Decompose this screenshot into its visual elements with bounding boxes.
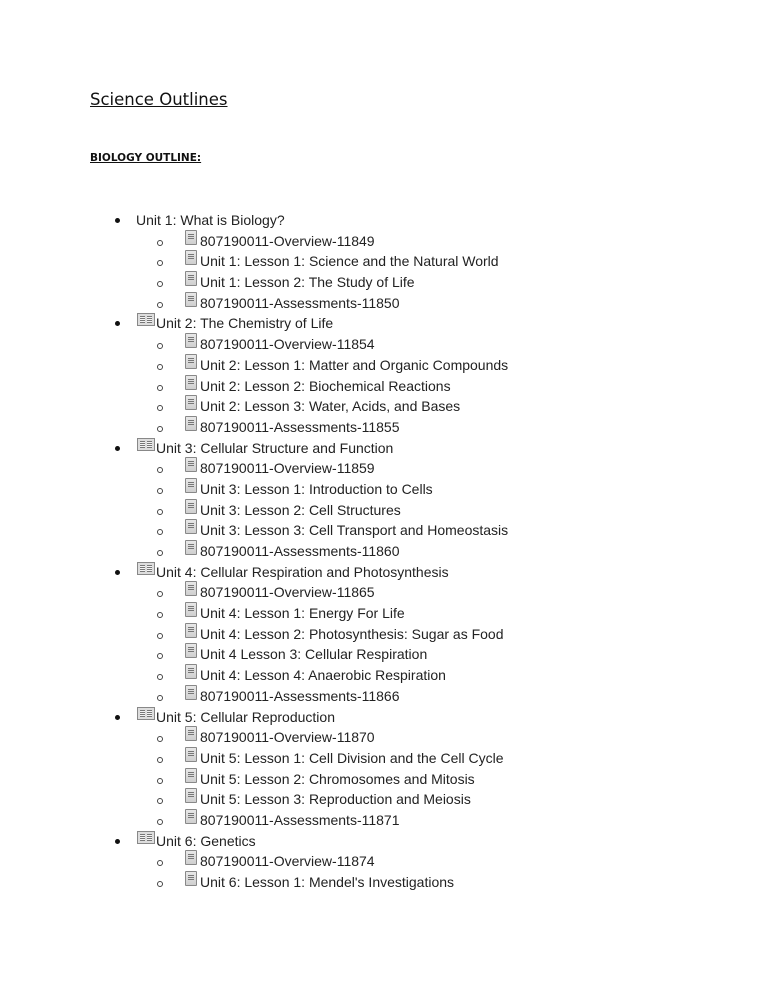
document-icon	[185, 768, 197, 783]
outline-sub-item[interactable]	[0, 500, 768, 521]
sub-item-label[interactable]: 807190011-Overview-11874	[200, 853, 375, 870]
outline-sub-item[interactable]	[0, 417, 768, 438]
sub-item-label[interactable]: Unit 3: Lesson 2: Cell Structures	[200, 501, 401, 518]
book-icon	[137, 562, 155, 575]
sub-item-label[interactable]: Unit 2: Lesson 3: Water, Acids, and Bases	[200, 398, 461, 415]
circle-bullet-icon	[157, 405, 163, 411]
unit-label[interactable]: Unit 4: Cellular Respiration and Photosynthesis	[156, 563, 449, 580]
bullet-icon	[115, 446, 120, 451]
bullet-icon	[115, 715, 120, 720]
bullet-icon	[115, 321, 120, 326]
outline-sub-item[interactable]	[0, 789, 768, 810]
outline-sub-item[interactable]	[0, 458, 768, 479]
document-icon	[185, 664, 197, 679]
sub-item-label[interactable]: Unit 4 Lesson 3: Cellular Respiration	[200, 646, 428, 663]
circle-bullet-icon	[157, 364, 163, 370]
document-icon	[185, 540, 197, 555]
section-heading: BIOLOGY OUTLINE:	[90, 152, 202, 164]
document-icon	[185, 747, 197, 762]
circle-bullet-icon	[157, 302, 163, 308]
unit-item[interactable]	[0, 562, 768, 583]
sub-item-label[interactable]: Unit 1: Lesson 2: The Study of Life	[200, 274, 415, 291]
unit-label[interactable]: Unit 1: What is Biology?	[136, 212, 285, 228]
sub-item-label[interactable]: Unit 2: Lesson 2: Biochemical Reactions	[200, 377, 451, 394]
page-title: Science Outlines	[90, 90, 228, 109]
document-icon	[185, 685, 197, 700]
outline-sub-item[interactable]	[0, 479, 768, 500]
circle-bullet-icon	[157, 426, 163, 432]
sub-item-label[interactable]: 807190011-Overview-11859	[200, 460, 375, 477]
document-icon	[185, 581, 197, 596]
outline-sub-item[interactable]	[0, 665, 768, 686]
document-icon	[185, 726, 197, 741]
document-icon	[185, 333, 197, 348]
sub-item-label[interactable]: 807190011-Assessments-11850	[200, 294, 400, 311]
circle-bullet-icon	[157, 260, 163, 266]
sub-item-label[interactable]: 807190011-Assessments-11855	[200, 418, 400, 435]
document-icon	[185, 230, 197, 245]
document-icon	[185, 457, 197, 472]
circle-bullet-icon	[157, 488, 163, 494]
outline-sub-item[interactable]	[0, 334, 768, 355]
circle-bullet-icon	[157, 736, 163, 742]
document-icon	[185, 643, 197, 658]
document-icon	[185, 395, 197, 410]
unit-label[interactable]: Unit 2: The Chemistry of Life	[156, 315, 334, 332]
circle-bullet-icon	[157, 467, 163, 473]
bullet-icon	[115, 570, 120, 575]
sub-item-label[interactable]: Unit 2: Lesson 1: Matter and Organic Compounds	[200, 356, 509, 373]
document-icon	[185, 871, 197, 886]
outline-sub-item[interactable]	[0, 872, 768, 893]
outline-sub-item[interactable]	[0, 686, 768, 707]
outline-sub-item[interactable]	[0, 582, 768, 603]
document-icon	[185, 250, 197, 265]
book-icon	[137, 831, 155, 844]
outline-sub-item[interactable]	[0, 396, 768, 417]
sub-item-label[interactable]: 807190011-Overview-11870	[200, 729, 375, 746]
circle-bullet-icon	[157, 509, 163, 515]
sub-item-label[interactable]: Unit 6: Lesson 1: Mendel's Investigations	[200, 874, 455, 890]
outline-sub-item[interactable]	[0, 727, 768, 748]
sub-item-label[interactable]: Unit 5: Lesson 2: Chromosomes and Mitosis	[200, 770, 475, 787]
document-icon	[185, 809, 197, 824]
book-icon	[137, 313, 155, 326]
sub-item-label[interactable]: 807190011-Assessments-11866	[200, 687, 400, 704]
unit-item[interactable]	[0, 438, 768, 459]
bullet-icon	[115, 218, 120, 223]
circle-bullet-icon	[157, 240, 163, 246]
circle-bullet-icon	[157, 550, 163, 556]
sub-item-label[interactable]: Unit 5: Lesson 3: Reproduction and Meiosis	[200, 791, 471, 808]
document-icon	[185, 788, 197, 803]
document-icon	[185, 292, 197, 307]
unit-item[interactable]	[0, 313, 768, 334]
book-icon	[137, 438, 155, 451]
outline-sub-item[interactable]	[0, 272, 768, 293]
circle-bullet-icon	[157, 778, 163, 784]
outline-sub-item[interactable]	[0, 810, 768, 831]
sub-item-label[interactable]: 807190011-Assessments-11860	[200, 543, 400, 559]
unit-label[interactable]: Unit 5: Cellular Reproduction	[156, 708, 335, 725]
book-icon	[137, 707, 155, 720]
unit-item[interactable]	[0, 831, 768, 852]
document-icon	[185, 602, 197, 617]
circle-bullet-icon	[157, 819, 163, 825]
circle-bullet-icon	[157, 798, 163, 804]
circle-bullet-icon	[157, 529, 163, 535]
document-icon	[185, 354, 197, 369]
unit-item[interactable]	[0, 707, 768, 728]
document-icon	[185, 519, 197, 534]
document-icon	[185, 271, 197, 286]
outline-sub-item[interactable]	[0, 748, 768, 769]
circle-bullet-icon	[157, 653, 163, 659]
sub-item-label[interactable]: 807190011-Overview-11854	[200, 336, 375, 353]
circle-bullet-icon	[157, 281, 163, 287]
outline-sub-item[interactable]	[0, 251, 768, 272]
sub-item-label[interactable]: Unit 1: Lesson 1: Science and the Natural World	[200, 253, 499, 270]
unit-item[interactable]	[0, 210, 768, 231]
document-icon	[185, 478, 197, 493]
sub-item-label[interactable]: Unit 3: Lesson 1: Introduction to Cells	[200, 480, 433, 497]
document-icon	[185, 375, 197, 390]
sub-item-label[interactable]: 807190011-Assessments-11871	[200, 811, 400, 828]
sub-item-label[interactable]: 807190011-Overview-11865	[200, 584, 375, 601]
outline-sub-item[interactable]	[0, 376, 768, 397]
outline-sub-item[interactable]	[0, 603, 768, 624]
biology-outline-list	[0, 210, 768, 893]
unit-label[interactable]: Unit 6: Genetics	[156, 832, 256, 849]
circle-bullet-icon	[157, 860, 163, 866]
outline-sub-item[interactable]	[0, 769, 768, 790]
circle-bullet-icon	[157, 633, 163, 639]
circle-bullet-icon	[157, 385, 163, 391]
circle-bullet-icon	[157, 343, 163, 349]
circle-bullet-icon	[157, 757, 163, 763]
outline-sub-item[interactable]	[0, 644, 768, 665]
circle-bullet-icon	[157, 881, 163, 887]
outline-sub-item[interactable]	[0, 624, 768, 645]
outline-sub-item[interactable]	[0, 231, 768, 252]
sub-item-label[interactable]: Unit 4: Lesson 1: Energy For Life	[200, 605, 405, 622]
bullet-icon	[115, 839, 120, 844]
outline-sub-item[interactable]	[0, 355, 768, 376]
document-icon	[185, 499, 197, 514]
outline-sub-item[interactable]	[0, 541, 768, 562]
unit-label[interactable]: Unit 3: Cellular Structure and Function	[156, 439, 394, 456]
circle-bullet-icon	[157, 612, 163, 618]
circle-bullet-icon	[157, 674, 163, 680]
sub-item-label[interactable]: Unit 3: Lesson 3: Cell Transport and Homeostasis	[200, 522, 509, 539]
circle-bullet-icon	[157, 695, 163, 701]
outline-sub-item[interactable]	[0, 851, 768, 872]
circle-bullet-icon	[157, 591, 163, 597]
sub-item-label[interactable]: Unit 5: Lesson 1: Cell Division and the Cell Cycle	[200, 749, 504, 766]
sub-item-label[interactable]: Unit 4: Lesson 2: Photosynthesis: Sugar as Food	[200, 625, 504, 642]
document-icon	[185, 850, 197, 865]
document-icon	[185, 623, 197, 638]
document-icon	[185, 416, 197, 431]
outline-sub-item[interactable]	[0, 520, 768, 541]
sub-item-label[interactable]: Unit 4: Lesson 4: Anaerobic Respiration	[200, 667, 446, 684]
sub-item-label[interactable]: 807190011-Overview-11849	[200, 232, 375, 249]
outline-sub-item[interactable]	[0, 293, 768, 314]
